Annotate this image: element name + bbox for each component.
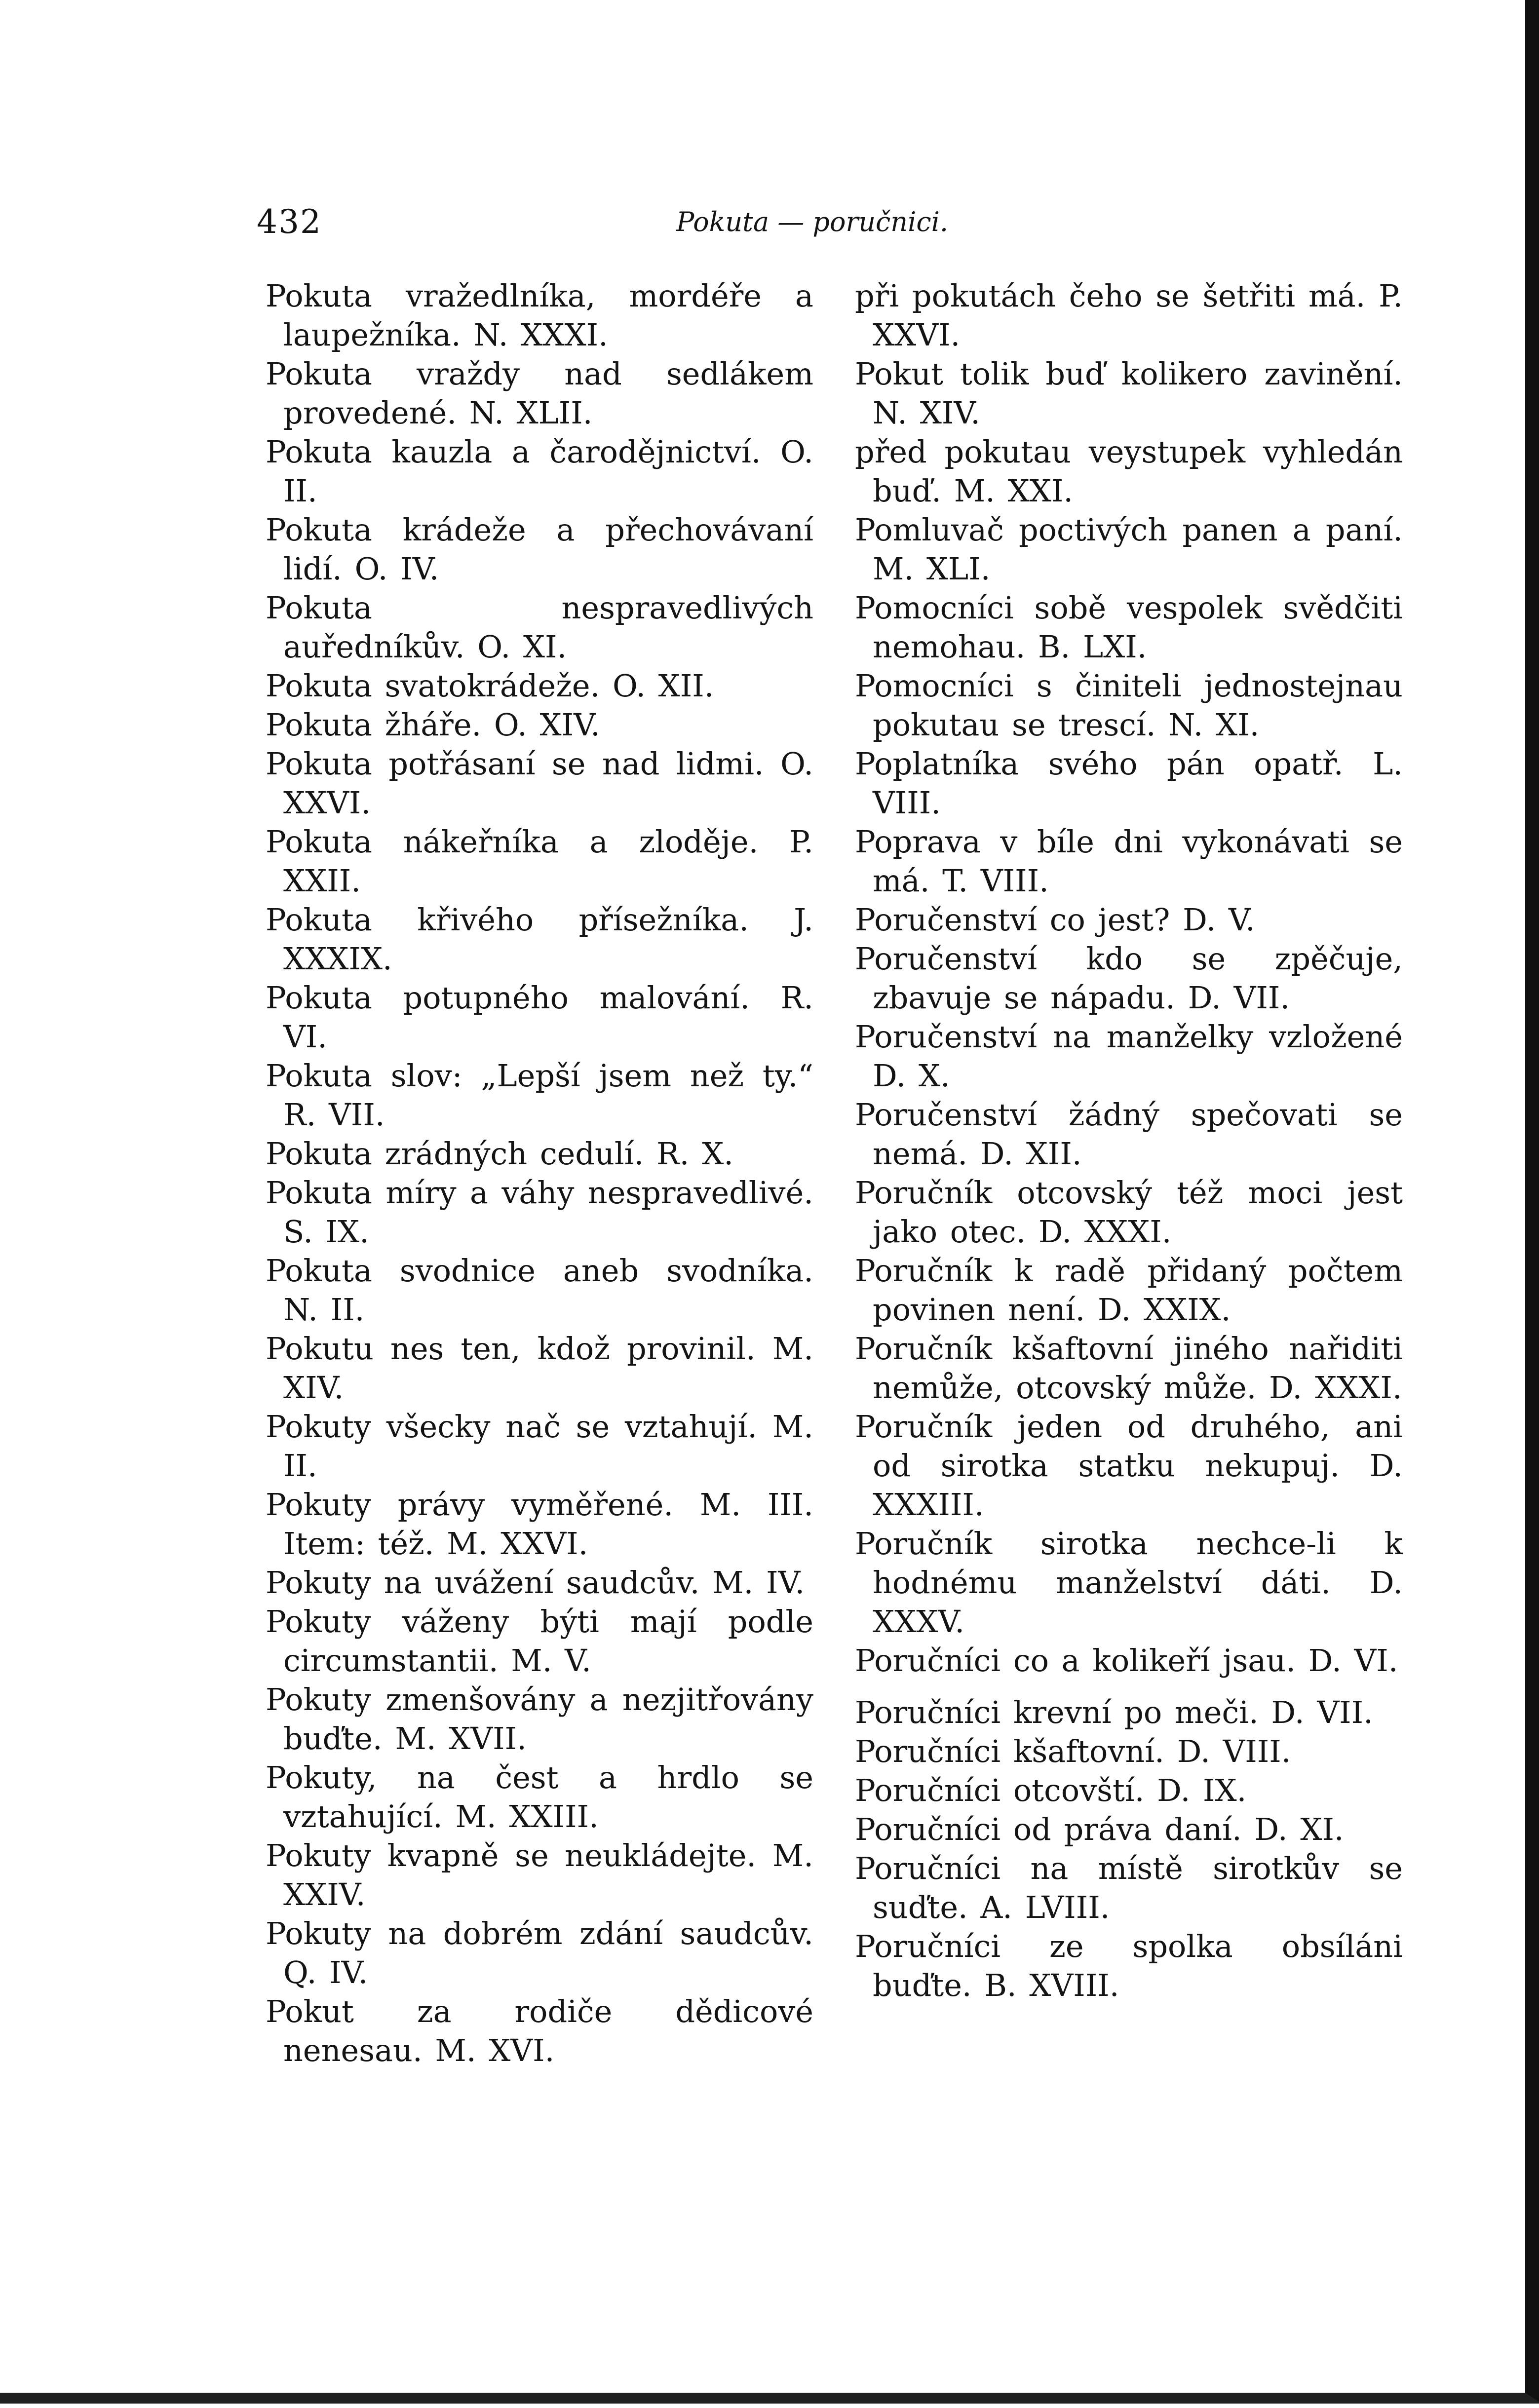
page-number: 432 — [257, 203, 322, 241]
index-entry: Pokuta svodnice aneb svodníka. N. II. — [266, 1253, 813, 1328]
index-entry: Poručníci krevní po meči. D. VII. — [855, 1694, 1373, 1730]
index-entry: Poručník kšaftovní jiného nařiditi nemůže, otcovský může. D. XXXI. — [855, 1331, 1403, 1406]
index-entry: Poručníci od práva daní. D. XI. — [855, 1811, 1344, 1847]
index-entry: Pomocníci sobě vespolek svědčiti nemohau. B. LXI. — [855, 590, 1403, 665]
index-entry: Pokuta potupného malování. R. VI. — [266, 980, 813, 1055]
index-entry: Pokuty na uvážení saudcův. M. IV. — [266, 1565, 805, 1601]
index-entry: Poručník sirotka nechce-li k hodnému manželství dáti. D. XXXV. — [855, 1526, 1403, 1640]
index-entry: Pokut za rodiče dědicové nenesau. M. XVI. — [266, 1993, 813, 2068]
index-entry: Pokuty právy vyměřené. M. III. Item: též. M. XXVI. — [266, 1487, 813, 1562]
index-column-right — [855, 276, 1403, 2005]
index-entry: Pokuta kauzla a čarodějnictví. O. II. — [266, 434, 813, 509]
index-entry: Poručník jeden od druhého, ani od sirotka statku nekupuj. D. XXXIII. — [855, 1409, 1403, 1523]
index-entry: Pokuta svatokrádeže. O. XII. — [266, 668, 714, 704]
index-entry: Pokuta krádeže a přechovávaní lidí. O. IV. — [266, 512, 813, 587]
index-entry: Pokuty všecky nač se vztahují. M. II. — [266, 1409, 813, 1484]
index-entry: Pokuta slov: „Lepší jsem než ty.“ R. VII. — [266, 1058, 813, 1133]
index-entry: Poručenství žádný spečovati se nemá. D. XII. — [855, 1097, 1403, 1172]
index-entry: Pokuta zrádných cedulí. R. X. — [266, 1136, 733, 1172]
index-entry: Poručníci otcovští. D. IX. — [855, 1772, 1247, 1808]
index-entry: před pokutau veystupek vyhledán buď. M. XXI. — [855, 434, 1403, 509]
index-entry: Poručníci na místě sirotkův se suďte. A. LVIII. — [855, 1850, 1403, 1925]
index-entry: Poručníci ze spolka obsíláni buďte. B. XVIII. — [855, 1928, 1403, 2003]
index-entry: Poručníci kšaftovní. D. VIII. — [855, 1733, 1291, 1769]
index-entry: Pokuta vražedlníka, mordéře a laupežníka. N. XXXI. — [266, 278, 813, 353]
index-entry: Pokuta nespravedlivých auředníkův. O. XI. — [266, 590, 813, 665]
index-entry: Poručník k radě přidaný počtem povinen není. D. XXIX. — [855, 1253, 1403, 1328]
index-entry: Pokuta potřásaní se nad lidmi. O. XXVI. — [266, 746, 813, 821]
index-entry: Poručenství kdo se zpěčuje, zbavuje se nápadu. D. VII. — [855, 941, 1403, 1016]
index-entry: Pokuty, na čest a hrdlo se vztahující. M. XXIII. — [266, 1759, 813, 1835]
index-entry: Pokuty zmenšovány a nezjitřovány buďte. M. XVII. — [266, 1682, 813, 1757]
index-entry: Poprava v bíle dni vykonávati se má. T. VIII. — [855, 824, 1403, 899]
index-entry: Pokut tolik buď kolikero zavinění. N. XIV. — [855, 356, 1403, 431]
index-entry: při pokutách čeho se šetřiti má. P. XXVI. — [855, 278, 1403, 353]
index-entry: Poručník otcovský též moci jest jako otec. D. XXXI. — [855, 1175, 1403, 1250]
index-entry: Poplatníka svého pán opatř. L. VIII. — [855, 746, 1403, 821]
index-entry: Pokuta míry a váhy nespravedlivé. S. IX. — [266, 1175, 813, 1250]
index-entry: Pokuty na dobrém zdání saudcův. Q. IV. — [266, 1915, 813, 1990]
index-entry: Pokuty kvapně se neukládejte. M. XXIV. — [266, 1837, 813, 1912]
index-entry: Pokuta vraždy nad sedlákem provedené. N. XLII. — [266, 356, 813, 431]
index-entry: Poručníci co a kolikeří jsau. D. VI. — [855, 1643, 1398, 1679]
index-entry: Poručenství na manželky vzložené D. X. — [855, 1019, 1403, 1094]
index-entry: Pomocníci s činiteli jednostejnau pokutau se trescí. N. XI. — [855, 668, 1403, 743]
index-entry: Pokuta nákeřníka a zloděje. P. XXII. — [266, 824, 813, 899]
header-title: Pokuta — poručnici. — [676, 206, 949, 237]
index-entry: Pokuta křivého přísežníka. J. XXXIX. — [266, 902, 813, 977]
index-entry: Poručenství co jest? D. V. — [855, 902, 1255, 938]
index-entry: Pokuty váženy býti mají podle circumstantii. M. V. — [266, 1604, 813, 1679]
index-entry: Pomluvač poctivých panen a paní. M. XLI. — [855, 512, 1403, 587]
running-head — [257, 195, 1022, 249]
index-column-left — [266, 276, 813, 2070]
index-entry: Pokuta žháře. O. XIV. — [266, 707, 600, 743]
index-entry: Pokutu nes ten, kdož provinil. M. XIV. — [266, 1331, 813, 1406]
